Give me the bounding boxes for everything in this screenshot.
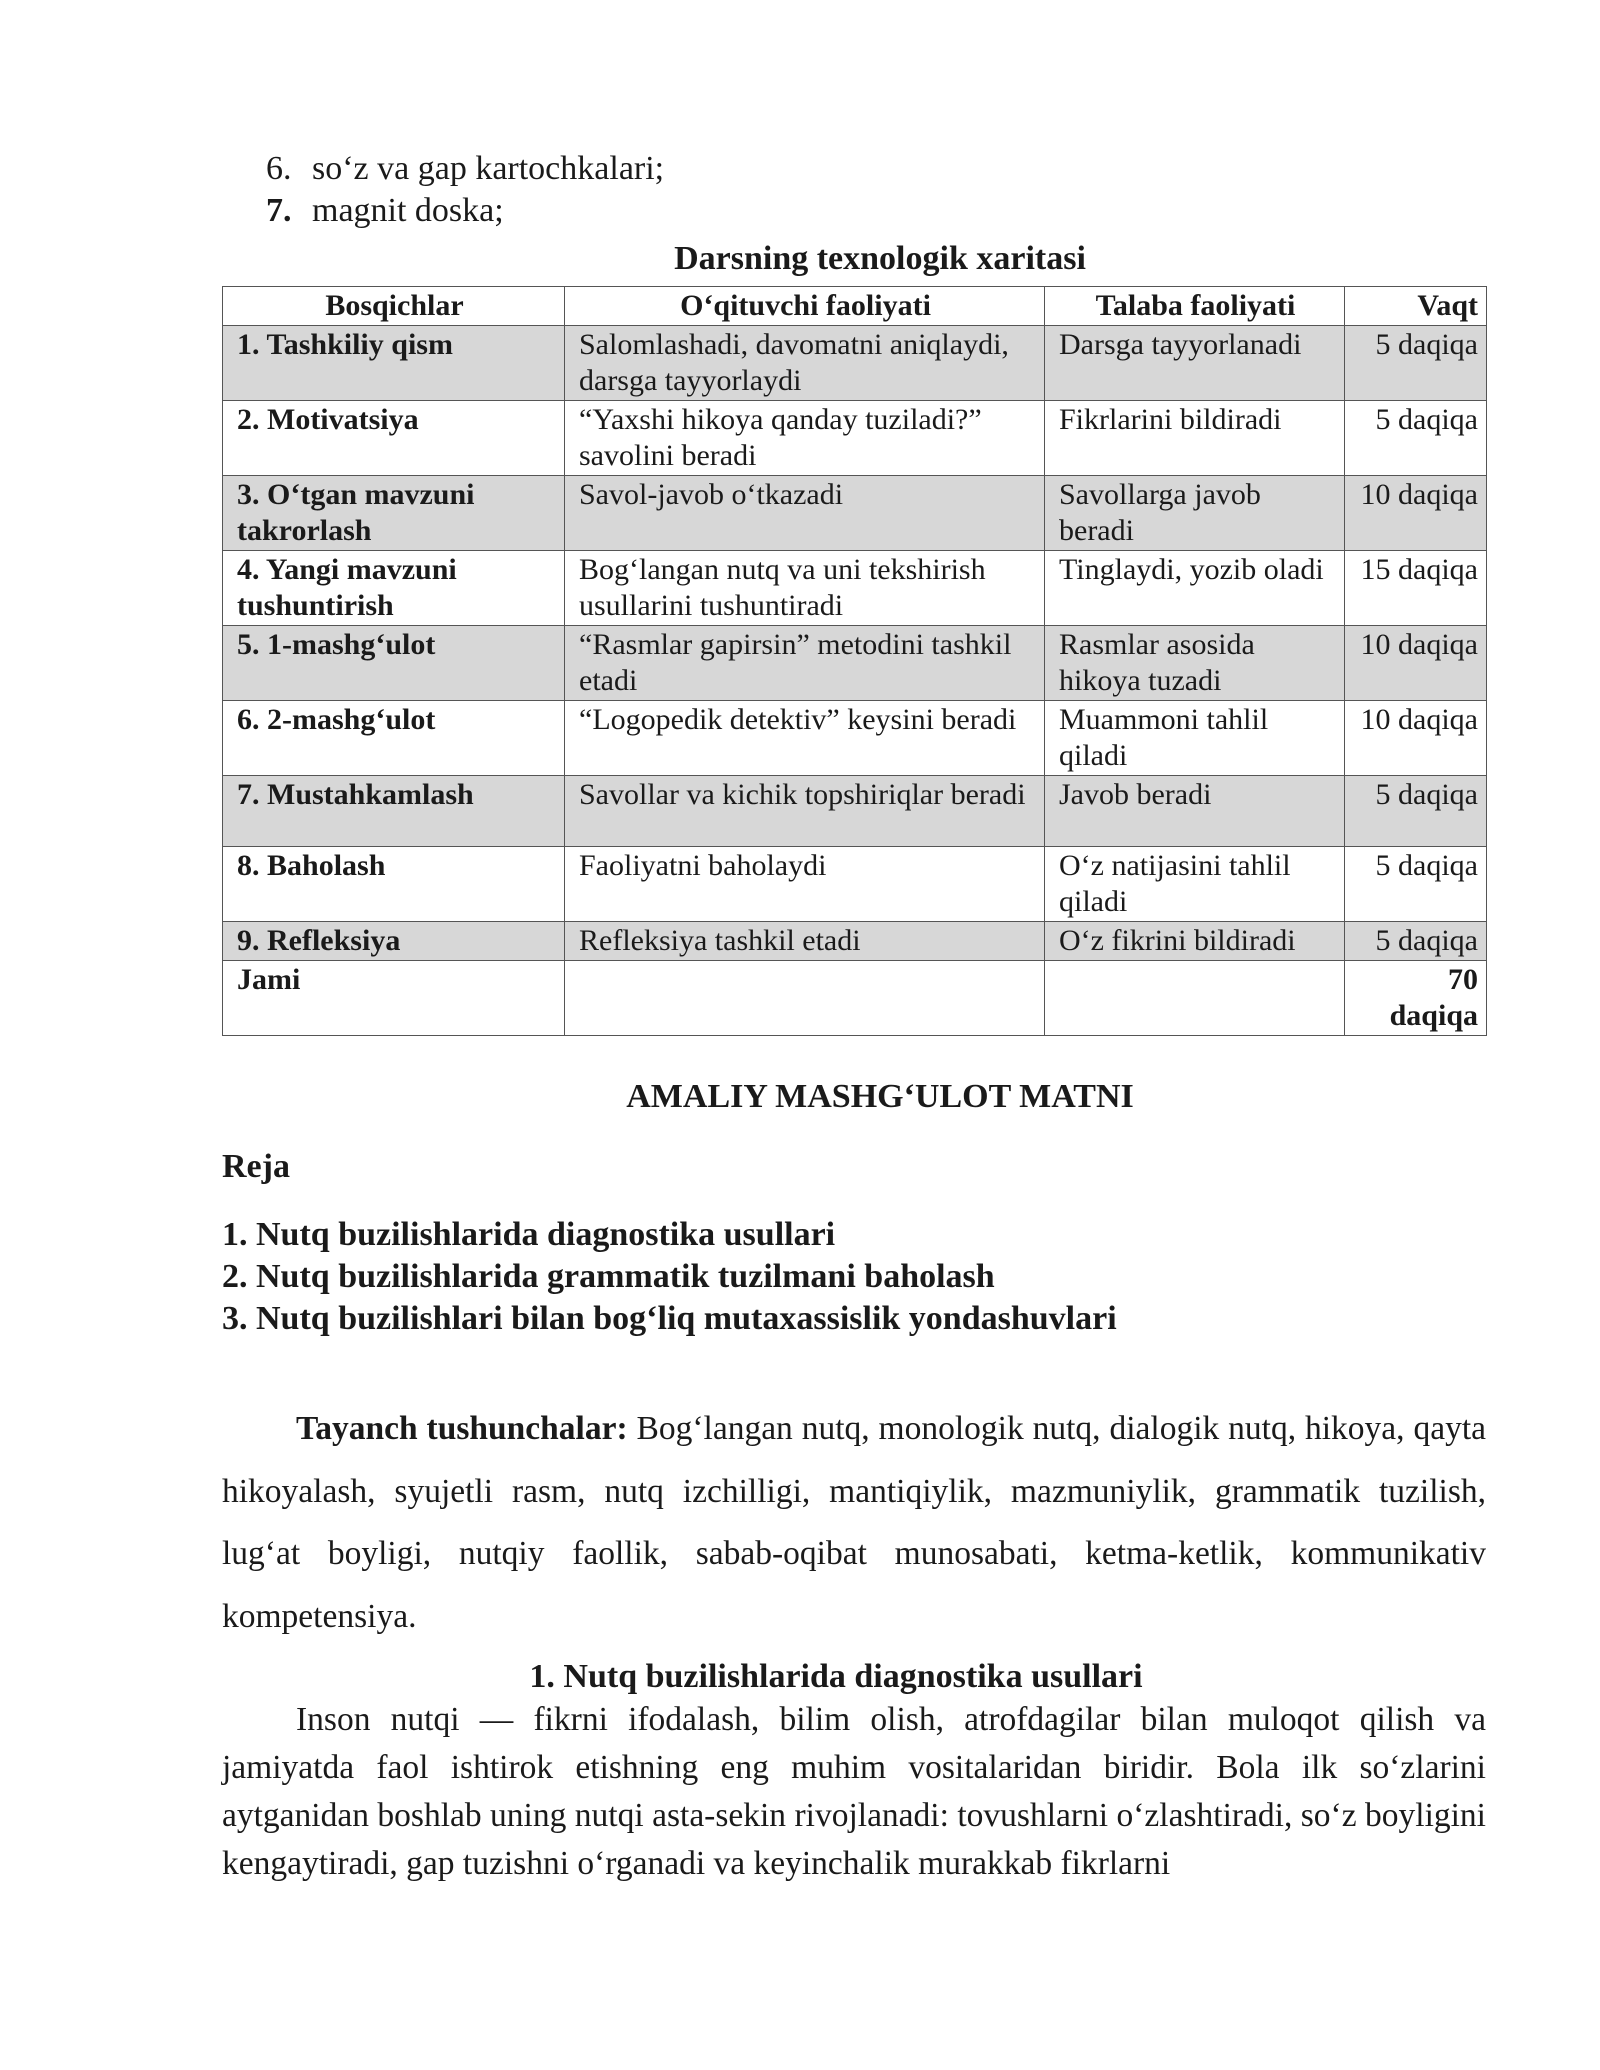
cell-time: 5 daqiqa xyxy=(1345,847,1487,922)
cell-time: 5 daqiqa xyxy=(1345,922,1487,961)
plan-list xyxy=(222,1214,1117,1340)
section-title: AMALIY MASHG‘ULOT MATNI xyxy=(626,1078,1134,1115)
cell-stage: 2. Motivatsiya xyxy=(223,401,565,476)
keywords-text: Bog‘langan nutq, monologik nutq, dialogik nutq, hikoya, qayta hikoyalash, syujetli rasm, nutq izchilligi, mantiqiylik, mazmuniylik, grammatik tuzilish, lug‘at boyligi, nutqiy faollik, sabab-oqibat munosabati, ketma-ketlik, kommunikativ kompetensiya. xyxy=(222,1410,1486,1635)
cell-stage: 6. 2-mashg‘ulot xyxy=(223,701,565,776)
cell-student: Savollarga javob beradi xyxy=(1045,476,1345,551)
list-item xyxy=(266,148,664,190)
cell-time: 5 daqiqa xyxy=(1345,326,1487,401)
table-total-row xyxy=(223,961,1487,1036)
table-header-row xyxy=(223,287,1487,326)
table-row xyxy=(223,922,1487,961)
cell-stage: 5. 1-mashg‘ulot xyxy=(223,626,565,701)
table-title: Darsning texnologik xaritasi xyxy=(674,240,1086,277)
technology-map-table xyxy=(222,286,1487,1036)
cell-student: Fikrlarini bildiradi xyxy=(1045,401,1345,476)
cell-teacher: “Rasmlar gapirsin” metodini tashkil etadi xyxy=(565,626,1045,701)
cell-stage: 9. Refleksiya xyxy=(223,922,565,961)
list-item-number: 7. xyxy=(266,192,292,229)
materials-list xyxy=(266,148,664,232)
cell-time: 5 daqiqa xyxy=(1345,776,1487,847)
cell-time: 5 daqiqa xyxy=(1345,401,1487,476)
column-header-time: Vaqt xyxy=(1345,287,1487,326)
keywords-paragraph xyxy=(222,1398,1486,1648)
cell-student: Darsga tayyorlanadi xyxy=(1045,326,1345,401)
cell-student xyxy=(1045,961,1345,1036)
subsection-title: 1. Nutq buzilishlarida diagnostika usullari xyxy=(529,1658,1143,1695)
plan-item: 2. Nutq buzilishlarida grammatik tuzilmani baholash xyxy=(222,1258,995,1295)
cell-stage: 8. Baholash xyxy=(223,847,565,922)
table-row xyxy=(223,476,1487,551)
cell-time: 10 daqiqa xyxy=(1345,626,1487,701)
cell-stage: 3. O‘tgan mavzuni takrorlash xyxy=(223,476,565,551)
cell-teacher: Salomlashadi, davomatni aniqlaydi, darsga tayyorlaydi xyxy=(565,326,1045,401)
cell-teacher xyxy=(565,961,1045,1036)
body-text: Inson nutqi — fikrni ifodalash, bilim olish, atrofdagilar bilan muloqot qilish va jamiyatda faol ishtirok etishning eng muhim vositalaridan biridir. Bola ilk so‘zlarini aytganidan boshlab uning nutqi asta-sekin rivojlanadi: tovushlarni o‘zlashtiradi, so‘z boyligini kengaytiradi, gap tuzishni o‘rganadi va keyinchalik murakkab fikrlarni xyxy=(222,1701,1486,1882)
table-row xyxy=(223,551,1487,626)
list-item-text: magnit doska; xyxy=(312,192,504,229)
cell-stage: 1. Tashkiliy qism xyxy=(223,326,565,401)
cell-stage: 7. Mustahkamlash xyxy=(223,776,565,847)
body-paragraph xyxy=(222,1696,1486,1888)
cell-teacher: Faoliyatni baholaydi xyxy=(565,847,1045,922)
cell-teacher: Savollar va kichik topshiriqlar beradi xyxy=(565,776,1045,847)
cell-teacher: “Yaxshi hikoya qanday tuziladi?” savolini beradi xyxy=(565,401,1045,476)
cell-student: Tinglaydi, yozib oladi xyxy=(1045,551,1345,626)
table-row xyxy=(223,701,1487,776)
cell-time: 10 daqiqa xyxy=(1345,476,1487,551)
cell-student: Muammoni tahlil qiladi xyxy=(1045,701,1345,776)
table-row xyxy=(223,847,1487,922)
plan-heading: Reja xyxy=(222,1148,290,1185)
cell-student: O‘z fikrini bildiradi xyxy=(1045,922,1345,961)
cell-time: 10 daqiqa xyxy=(1345,701,1487,776)
column-header-stages: Bosqichlar xyxy=(223,287,565,326)
cell-student: Javob beradi xyxy=(1045,776,1345,847)
table-row xyxy=(223,326,1487,401)
table-row xyxy=(223,776,1487,847)
list-item-text: so‘z va gap kartochkalari; xyxy=(312,150,665,187)
cell-teacher: Savol-javob o‘tkazadi xyxy=(565,476,1045,551)
cell-teacher: Bog‘langan nutq va uni tekshirish usullarini tushuntiradi xyxy=(565,551,1045,626)
cell-stage: Jami xyxy=(223,961,565,1036)
list-item xyxy=(266,190,664,232)
cell-time: 15 daqiqa xyxy=(1345,551,1487,626)
plan-item: 1. Nutq buzilishlarida diagnostika usullari xyxy=(222,1216,836,1253)
cell-teacher: Refleksiya tashkil etadi xyxy=(565,922,1045,961)
plan-item: 3. Nutq buzilishlari bilan bog‘liq mutaxassislik yondashuvlari xyxy=(222,1300,1117,1337)
keywords-label: Tayanch tushunchalar: xyxy=(296,1410,628,1447)
cell-teacher: “Logopedik detektiv” keysini beradi xyxy=(565,701,1045,776)
cell-student: O‘z natijasini tahlil qiladi xyxy=(1045,847,1345,922)
table-row xyxy=(223,401,1487,476)
list-item-number: 6. xyxy=(266,150,292,187)
cell-stage: 4. Yangi mavzuni tushuntirish xyxy=(223,551,565,626)
column-header-student: Talaba faoliyati xyxy=(1045,287,1345,326)
table-row xyxy=(223,626,1487,701)
column-header-teacher: O‘qituvchi faoliyati xyxy=(565,287,1045,326)
cell-time: 70 daqiqa xyxy=(1345,961,1487,1036)
cell-student: Rasmlar asosida hikoya tuzadi xyxy=(1045,626,1345,701)
